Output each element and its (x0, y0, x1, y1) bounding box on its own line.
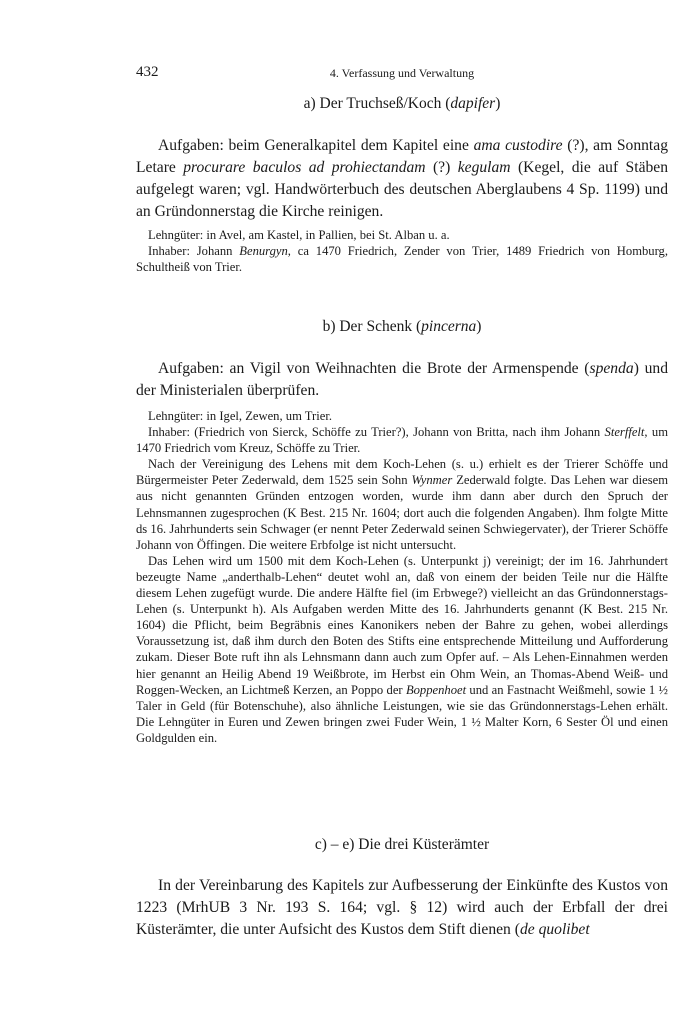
section-a-notes (136, 227, 668, 275)
section-b-inhaber: Inhaber: (Friedrich von Sierck, Schöffe zu Trier?), Johann von Britta, nach ihm Johann Sterffelt, um 1470 Friedrich vom Kreuz, Schöffe zu Trier. (136, 425, 668, 456)
section-b-paragraph-4: Das Lehen wird um 1500 mit dem Koch-Lehen (s. Unterpunkt j) vereinigt; der im 16. Jahrhundert bezeugte Name „anderthalb-Lehen“ deutet wohl an, daß von einem der beiden Teile nur die Hälfte diesem Lehen zugefügt wurde. Die andere Hälfte fiel (im Erbwege?) vielleicht an das Gründonnerstags-Lehen (s. Unterpunkt h). Als Aufgaben werden Mitte des 16. Jahrhunderts genannt (K Best. 215 Nr. 1604) die Pflicht, beim Begräbnis eines Kanonikers neben der Bahre zu gehen, wobei allerdings Voraussetzung ist, daß ihm durch den Boten des Stifts eine entsprechende Mitteilung und Aufforderung zukam. Dieser Bote ruft ihn als Lehnsmann dann auch zum Opfer auf. – Als Lehen-Einnahmen werden hier genannt an Heilig Abend 19 Weißbrote, im Herbst ein Ohm Wein, an Thomas-Abend Weiß- und Roggen-Wecken, an Lichtmeß Kerzen, an Poppo der Boppenhoet und an Fastnacht Weißmehl, sowie 1 ½ Taler in Geld (für Botenschuhe), also ähnliche Leistungen, wie sie das Gründonnerstags-Lehen erhält. Die Lehngüter in Euren und Zewen bringen zwei Fuder Wein, 1 ½ Malter Korn, 6 Sester Öl und einen Goldgulden ein. (136, 553, 668, 745)
page-number: 432 (136, 64, 159, 80)
section-b-lehngueter: Lehngüter: in Igel, Zewen, um Trier. (148, 409, 332, 423)
section-a-paragraph: Aufgaben: beim Generalkapitel dem Kapitel eine ama custodire (?), am Sonntag Letare procurare baculos ad prohiectandam (?) kegulam (Kegel, die auf Stäben aufgelegt waren; vgl. Handwörterbuch des deutschen Aberglaubens 4 Sp. 1199) und an Gründonnerstag die Kirche reinigen. (136, 137, 669, 220)
section-b-paragraph: Aufgaben: an Vigil von Weihnachten die Brote der Armenspende (spenda) und der Ministerialen überprüfen. (136, 360, 668, 399)
section-ce-heading: c) – e) Die drei Küsterämter (314, 836, 490, 853)
page-header (136, 64, 668, 82)
section-a-inhaber: Inhaber: Johann Benurgyn, ca 1470 Friedrich, Zender von Trier, 1489 Friedrich von Homburg, Schultheiß von Trier. (136, 244, 669, 275)
section-a-lehngueter: Lehngüter: in Avel, am Kastel, in Pallien, bei St. Alban u. a. (148, 228, 450, 242)
section-ce-paragraph: In der Vereinbarung des Kapitels zur Aufbesserung der Einkünfte des Kustos von 1223 (MrhUB 3 Nr. 193 S. 164; vgl. § 12) wird auch der Erbfall der drei Küsterämter, die unter Aufsicht des Kustos dem Stift dienen (de quolibet (136, 877, 668, 938)
section-b-heading: b) Der Schenk (pincerna) (322, 318, 482, 335)
running-head: 4. Verfassung und Verwaltung (329, 66, 475, 80)
section-a-heading: a) Der Truchseß/Koch (dapifer) (303, 95, 501, 112)
section-b-notes (136, 408, 668, 746)
section-b-paragraph-3: Nach der Vereinigung des Lehens mit dem Koch-Lehen (s. u.) erhielt es der Trierer Schöffe und Bürgermeister Peter Zederwald, dem 1525 sein Sohn Wynmer Zederwald folgte. Das Lehen war diesem aus nicht genannten Gründen entzogen worden, wurde ihm dann aber durch den Spruch der Lehnsmannen zugesprochen (K Best. 215 Nr. 1604; dort auch die folgenden Angaben). Ihm folgte Mitte ds 16. Jahrhunderts sein Schwager (er nennt Peter Zederwald seinen Schwiegervater), der Trierer Schöffe Johann von Öffingen. Die weitere Erbfolge ist nicht untersucht. (136, 457, 668, 552)
